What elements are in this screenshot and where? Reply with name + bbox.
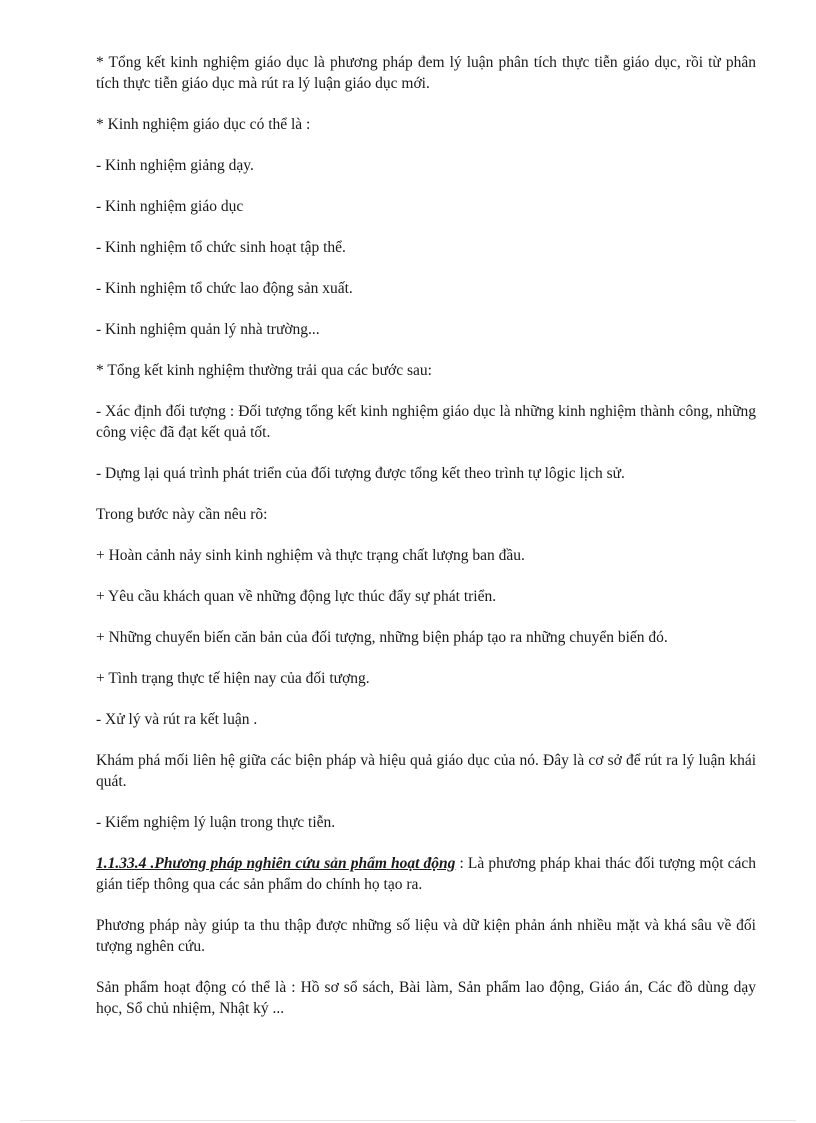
sub-item: + Hoàn cảnh nảy sinh kinh nghiệm và thực trạng chất lượng ban đầu. bbox=[96, 547, 525, 564]
paragraph-steps-heading: * Tổng kết kinh nghiệm thường trải qua các bước sau: bbox=[96, 362, 432, 379]
list-item: - Kinh nghiệm tổ chức lao động sản xuất. bbox=[96, 280, 353, 297]
section-heading-text: : Là phương pháp khai thác đối tượng một cách gián tiếp thông qua các sản phẩm do chính họ tạo ra. bbox=[96, 855, 756, 893]
step-item: - Xác định đối tượng : Đối tượng tổng kết kinh nghiệm giáo dục là những kinh nghiệm thành công, những công việc đã đạt kết quả tốt. bbox=[96, 403, 756, 441]
list-item: - Kinh nghiệm giảng dạy. bbox=[96, 157, 254, 174]
paragraph-list-heading: * Kinh nghiệm giáo dục có thể là : bbox=[96, 116, 311, 133]
step-item: - Xử lý và rút ra kết luận . bbox=[96, 711, 258, 728]
page-bottom-divider bbox=[20, 1120, 796, 1121]
section-paragraph bbox=[96, 853, 756, 895]
step-item: - Dựng lại quá trình phát triển của đối tượng được tổng kết theo trình tự lôgic lịch sử. bbox=[96, 465, 625, 482]
step-item: - Kiểm nghiệm lý luận trong thực tiễn. bbox=[96, 814, 336, 831]
list-item: - Kinh nghiệm tổ chức sinh hoạt tập thể. bbox=[96, 239, 346, 256]
sub-item: + Yêu cầu khách quan về những động lực thúc đẩy sự phát triển. bbox=[96, 588, 497, 605]
sub-item: + Những chuyển biến căn bản của đối tượng, những biện pháp tạo ra những chuyển biến đó. bbox=[96, 629, 668, 646]
paragraph-note: Trong bước này cần nêu rõ: bbox=[96, 506, 268, 523]
paragraph-body: Khám phá mối liên hệ giữa các biện pháp và hiệu quả giáo dục của nó. Đây là cơ sở để rút ra lý luận khái quát. bbox=[96, 752, 756, 790]
paragraph-body: Phương pháp này giúp ta thu thập được những số liệu và dữ kiện phản ánh nhiều mặt và khá sâu về đối tượng nghên cứu. bbox=[96, 917, 756, 955]
list-item: - Kinh nghiệm quản lý nhà trường... bbox=[96, 321, 320, 338]
paragraph-intro: * Tổng kết kinh nghiệm giáo dục là phương pháp đem lý luận phân tích thực tiễn giáo dục, rồi từ phân tích thực tiễn giáo dục mà rút ra lý luận giáo dục mới. bbox=[96, 54, 756, 92]
sub-item: + Tình trạng thực tế hiện nay của đối tượng. bbox=[96, 670, 370, 687]
section-heading: 1.1.33.4 .Phương pháp nghiên cứu sản phẩm hoạt động bbox=[96, 855, 456, 872]
list-item: - Kinh nghiệm giáo dục bbox=[96, 198, 244, 215]
document-page bbox=[96, 52, 756, 1039]
paragraph-body: Sản phẩm hoạt động có thể là : Hồ sơ sổ sách, Bài làm, Sản phẩm lao động, Giáo án, Các đồ dùng dạy học, Sổ chủ nhiệm, Nhật ký ... bbox=[96, 979, 756, 1017]
